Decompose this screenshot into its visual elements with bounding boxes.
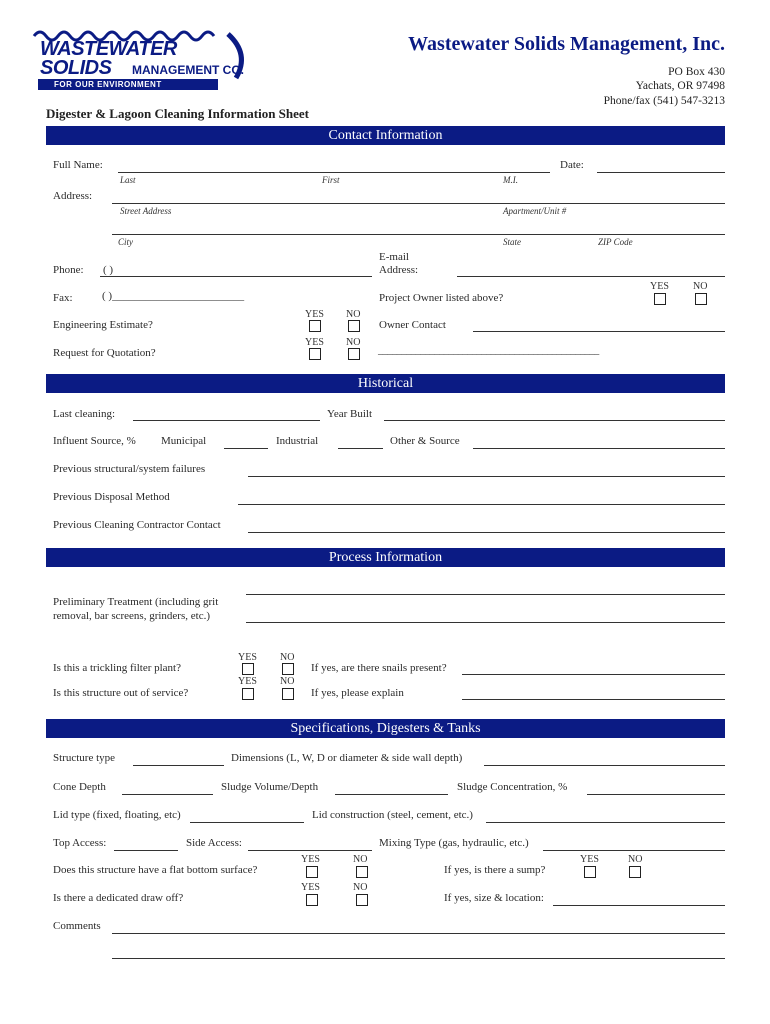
- flat-bottom-yes-checkbox[interactable]: [306, 866, 318, 878]
- explain-field[interactable]: [462, 699, 725, 700]
- disposal-field[interactable]: [238, 504, 725, 505]
- fax-label: Fax:: [53, 292, 73, 304]
- company-phone: Phone/fax (541) 547-3213: [603, 95, 725, 107]
- municipal-field[interactable]: [224, 448, 268, 449]
- logo-line2: SOLIDS: [40, 57, 112, 79]
- dimensions-label: Dimensions (L, W, D or diameter & side wall depth): [231, 752, 463, 764]
- engineering-yes-checkbox[interactable]: [309, 320, 321, 332]
- draw-off-yes-label: YES: [301, 882, 320, 893]
- mixing-type-label: Mixing Type (gas, hydraulic, etc.): [379, 837, 529, 849]
- snails-label: If yes, are there snails present?: [311, 662, 447, 674]
- fax-field[interactable]: ( )________________________: [102, 290, 245, 302]
- sludge-volume-label: Sludge Volume/Depth: [221, 781, 319, 793]
- sump-no-checkbox[interactable]: [629, 866, 641, 878]
- company-city: Yachats, OR 97498: [635, 80, 725, 92]
- owner-contact-extra-field[interactable]: _______________________________________________: [378, 345, 599, 356]
- lid-type-label: Lid type (fixed, floating, etc): [53, 809, 181, 821]
- explain-label: If yes, please explain: [311, 687, 404, 699]
- phone-label: Phone:: [53, 264, 84, 276]
- cone-depth-field[interactable]: [122, 794, 213, 795]
- state-sublabel: State: [503, 237, 521, 247]
- logo-tagline: FOR OUR ENVIRONMENT: [54, 80, 162, 89]
- sludge-concentration-field[interactable]: [587, 794, 725, 795]
- company-name: Wastewater Solids Management, Inc.: [408, 33, 725, 55]
- last-cleaning-field[interactable]: [133, 420, 320, 421]
- street-address-field[interactable]: [112, 203, 725, 204]
- zip-sublabel: ZIP Code: [598, 237, 633, 247]
- size-location-label: If yes, size & location:: [444, 892, 544, 904]
- lid-construction-label: Lid construction (steel, cement, etc.): [312, 809, 473, 821]
- draw-off-no-checkbox[interactable]: [356, 894, 368, 906]
- side-access-label: Side Access:: [186, 837, 242, 849]
- other-source-field[interactable]: [473, 448, 725, 449]
- email-label-1: E-mail: [379, 251, 409, 263]
- section-contact-header: Contact Information: [46, 126, 725, 145]
- flat-bottom-no-checkbox[interactable]: [356, 866, 368, 878]
- sump-yes-checkbox[interactable]: [584, 866, 596, 878]
- flat-bottom-label: Does this structure have a flat bottom surface?: [53, 864, 258, 876]
- out-of-service-label: Is this structure out of service?: [53, 687, 189, 699]
- project-owner-no-checkbox[interactable]: [695, 293, 707, 305]
- sump-yes-label: YES: [580, 854, 599, 865]
- project-owner-yes-checkbox[interactable]: [654, 293, 666, 305]
- street-sublabel: Street Address: [120, 206, 172, 216]
- draw-off-label: Is there a dedicated draw off?: [53, 892, 184, 904]
- city-state-zip-field[interactable]: [112, 234, 725, 235]
- failures-field[interactable]: [248, 476, 725, 477]
- apt-sublabel: Apartment/Unit #: [503, 206, 567, 216]
- trickling-yes-checkbox[interactable]: [242, 663, 254, 675]
- cone-depth-label: Cone Depth: [53, 781, 106, 793]
- out-of-service-no-label: NO: [280, 676, 295, 687]
- draw-off-no-label: NO: [353, 882, 368, 893]
- quotation-yes-checkbox[interactable]: [309, 348, 321, 360]
- out-of-service-no-checkbox[interactable]: [282, 688, 294, 700]
- sump-no-label: NO: [628, 854, 643, 865]
- comments-field-2[interactable]: [112, 958, 725, 959]
- project-owner-no-label: NO: [693, 281, 708, 292]
- comments-label: Comments: [53, 920, 101, 932]
- email-field[interactable]: [457, 276, 725, 277]
- structure-type-field[interactable]: [133, 765, 224, 766]
- company-logo: [32, 26, 254, 92]
- logo-line3: MANAGEMENT CO.: [132, 63, 244, 77]
- lid-type-field[interactable]: [190, 822, 304, 823]
- industrial-label: Industrial: [276, 435, 319, 447]
- trickling-label: Is this a trickling filter plant?: [53, 662, 181, 674]
- logo-line1: WASTEWATER: [40, 38, 177, 60]
- engineering-yes-label: YES: [305, 309, 324, 320]
- industrial-field[interactable]: [338, 448, 383, 449]
- other-source-label: Other & Source: [390, 435, 460, 447]
- failures-label: Previous structural/system failures: [53, 463, 206, 475]
- section-specs-header: Specifications, Digesters & Tanks: [46, 719, 725, 738]
- sheet-title: Digester & Lagoon Cleaning Information Sheet: [46, 106, 310, 121]
- project-owner-yes-label: YES: [650, 281, 669, 292]
- preliminary-label-1: Preliminary Treatment (including grit: [53, 596, 219, 608]
- disposal-label: Previous Disposal Method: [53, 491, 170, 503]
- quotation-no-checkbox[interactable]: [348, 348, 360, 360]
- comments-field-1[interactable]: [112, 933, 725, 934]
- municipal-label: Municipal: [161, 435, 207, 447]
- last-sublabel: Last: [120, 175, 136, 185]
- city-sublabel: City: [118, 237, 133, 247]
- section-historical-header: Historical: [46, 374, 725, 393]
- date-label: Date:: [560, 159, 584, 171]
- section-process-header: Process Information: [46, 548, 725, 567]
- trickling-no-checkbox[interactable]: [282, 663, 294, 675]
- draw-off-yes-checkbox[interactable]: [306, 894, 318, 906]
- year-built-field[interactable]: [384, 420, 725, 421]
- side-access-field[interactable]: [248, 850, 372, 851]
- address-label: Address:: [53, 190, 93, 202]
- preliminary-field-1[interactable]: [246, 594, 725, 595]
- influent-source-label: Influent Source, %: [53, 435, 136, 447]
- sludge-concentration-label: Sludge Concentration, %: [457, 781, 568, 793]
- top-access-field[interactable]: [114, 850, 178, 851]
- date-field[interactable]: [597, 172, 725, 173]
- owner-contact-field[interactable]: [473, 331, 725, 332]
- owner-contact-label: Owner Contact: [379, 319, 446, 331]
- flat-bottom-yes-label: YES: [301, 854, 320, 865]
- flat-bottom-no-label: NO: [353, 854, 368, 865]
- last-cleaning-label: Last cleaning:: [53, 408, 116, 420]
- phone-field[interactable]: [100, 276, 372, 277]
- preliminary-field-2[interactable]: [246, 622, 725, 623]
- company-po-box: PO Box 430: [668, 66, 725, 78]
- structure-type-label: Structure type: [53, 752, 116, 764]
- top-access-label: Top Access:: [53, 837, 107, 849]
- out-of-service-yes-label: YES: [238, 676, 257, 687]
- trickling-yes-label: YES: [238, 652, 257, 663]
- email-label-2: Address:: [379, 264, 419, 276]
- snails-field[interactable]: [462, 674, 725, 675]
- year-built-label: Year Built: [327, 408, 373, 420]
- preliminary-label-2: removal, bar screens, grinders, etc.): [53, 610, 210, 622]
- phone-area-code: ( ): [103, 264, 114, 276]
- mixing-type-field[interactable]: [543, 850, 725, 851]
- contractor-field[interactable]: [248, 532, 725, 533]
- size-location-field[interactable]: [553, 905, 725, 906]
- full-name-label: Full Name:: [53, 159, 103, 171]
- trickling-no-label: NO: [280, 652, 295, 663]
- dimensions-field[interactable]: [484, 765, 725, 766]
- engineering-no-checkbox[interactable]: [348, 320, 360, 332]
- out-of-service-yes-checkbox[interactable]: [242, 688, 254, 700]
- project-owner-label: Project Owner listed above?: [379, 292, 504, 304]
- sump-label: If yes, is there a sump?: [444, 864, 546, 876]
- lid-construction-field[interactable]: [486, 822, 725, 823]
- engineering-no-label: NO: [346, 309, 361, 320]
- full-name-field[interactable]: [118, 172, 550, 173]
- quotation-label: Request for Quotation?: [53, 347, 156, 359]
- mi-sublabel: M.I.: [503, 175, 518, 185]
- sludge-volume-field[interactable]: [335, 794, 448, 795]
- first-sublabel: First: [322, 175, 340, 185]
- engineering-estimate-label: Engineering Estimate?: [53, 319, 153, 331]
- quotation-no-label: NO: [346, 337, 361, 348]
- quotation-yes-label: YES: [305, 337, 324, 348]
- contractor-label: Previous Cleaning Contractor Contact: [53, 519, 221, 531]
